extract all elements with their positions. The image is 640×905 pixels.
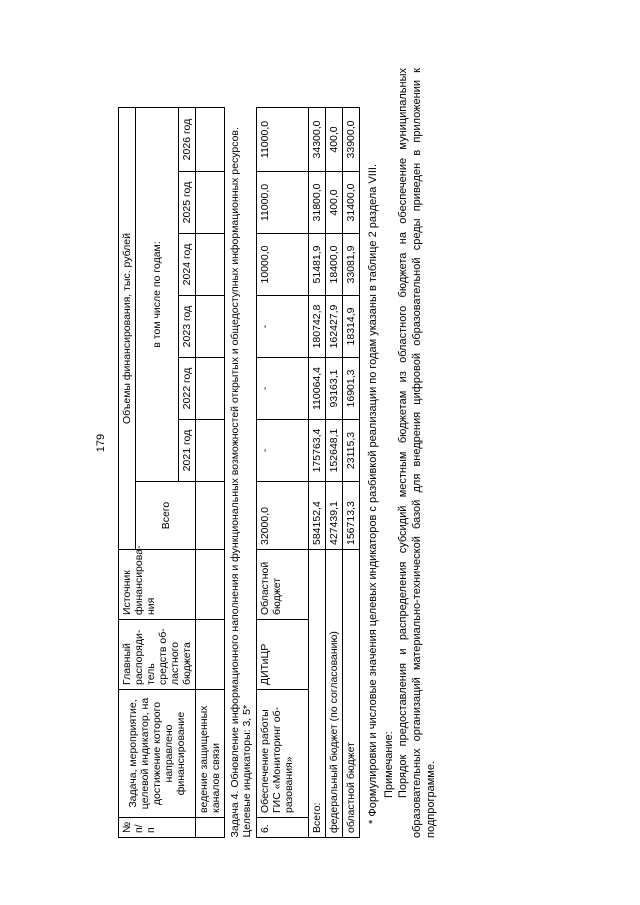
header-by-years: в том числе по годам: (136, 108, 179, 482)
totals-label: областной бюджет (343, 550, 360, 838)
header-year: 2023 год (179, 296, 196, 358)
cell-manager: ДИТиЦР (257, 620, 309, 690)
totals-year: 31400,0 (343, 172, 360, 234)
section-title-row (225, 108, 257, 838)
section-indicators: Целевые индикаторы: 3, 5* (241, 704, 253, 838)
totals-year: 23115,3 (343, 420, 360, 482)
totals-year: 110064,4 (309, 358, 326, 420)
table-row (196, 108, 225, 838)
table-row (257, 108, 309, 838)
cell-task: Обеспечение работы ГИС «Мониторинг об-разования» (257, 690, 309, 818)
cell-year: - (257, 358, 309, 420)
totals-row (309, 108, 326, 838)
totals-year: 93163,1 (326, 358, 343, 420)
totals-year: 152648,1 (326, 420, 343, 482)
totals-year: 16901,3 (343, 358, 360, 420)
cell-source: Областной бюджет (257, 550, 309, 620)
totals-year: 34300,0 (309, 108, 326, 172)
totals-year: 175763,4 (309, 420, 326, 482)
cell-year: - (257, 420, 309, 482)
notes-text: Порядок предоставления и распределения субсидий местным бюджетам из областного бюджета на обеспечение муниципальных образовательных организаций материально-технической базой для внедрения цифровой образовательной среды приведен в приложении к подпрограмме. (397, 68, 437, 838)
totals-year: 180742,8 (309, 296, 326, 358)
totals-total: 427439,1 (326, 482, 343, 550)
header-year: 2026 год (179, 108, 196, 172)
cell-year: - (257, 296, 309, 358)
cell-year: 11000,0 (257, 108, 309, 172)
header-num: № п/п (119, 818, 196, 838)
totals-year: 33900,0 (343, 108, 360, 172)
section-title: Задача 4. Обновление информационного наполнения и функциональных возможностей открытых и общедоступных информационных ресурсов. (229, 127, 241, 838)
header-source: Источник финансирова-ния (119, 550, 196, 620)
cell-year: 11000,0 (257, 172, 309, 234)
totals-year: 33081,9 (343, 234, 360, 296)
totals-row (343, 108, 360, 838)
totals-year: 400,0 (326, 108, 343, 172)
header-manager: Главный распоряди-тель средств об-ластного бюджета (119, 620, 196, 690)
totals-year: 18400,0 (326, 234, 343, 296)
notes-title: Примечание: (383, 731, 395, 798)
totals-total: 584152,4 (309, 482, 326, 550)
totals-row (326, 108, 343, 838)
totals-label: Всего: (309, 550, 326, 838)
header-year: 2024 год (179, 234, 196, 296)
header-year: 2025 год (179, 172, 196, 234)
header-total: Всего (136, 482, 196, 550)
page-number: 179 (95, 433, 107, 453)
table-header-row (119, 108, 136, 838)
header-year: 2022 год (179, 358, 196, 420)
header-year: 2021 год (179, 420, 196, 482)
header-volumes: Объемы финансирования, тыс. рублей (119, 108, 136, 550)
totals-year: 51481,9 (309, 234, 326, 296)
totals-year: 400,0 (326, 172, 343, 234)
financing-table (118, 107, 360, 838)
cell-year: 10000,0 (257, 234, 309, 296)
continuation-task: ведение защищенных каналов связи (196, 690, 225, 818)
cell-num: 6. (257, 818, 309, 838)
rotated-page-content (118, 38, 588, 838)
totals-year: 18314,9 (343, 296, 360, 358)
totals-year: 162427,9 (326, 296, 343, 358)
cell-total: 32000,0 (257, 482, 309, 550)
totals-label: федеральный бюджет (по согласованию) (326, 550, 343, 838)
totals-year: 31800,0 (309, 172, 326, 234)
header-task: Задача, мероприятие, целевой индикатор, на достижение которого направлено финансирование (119, 690, 196, 818)
totals-total: 156713,3 (343, 482, 360, 550)
footnote: * Формулировки и числовые значения целевых индикаторов с разбивкой реализации по годам указаны в таблице 2 раздела VIII. (367, 163, 379, 824)
